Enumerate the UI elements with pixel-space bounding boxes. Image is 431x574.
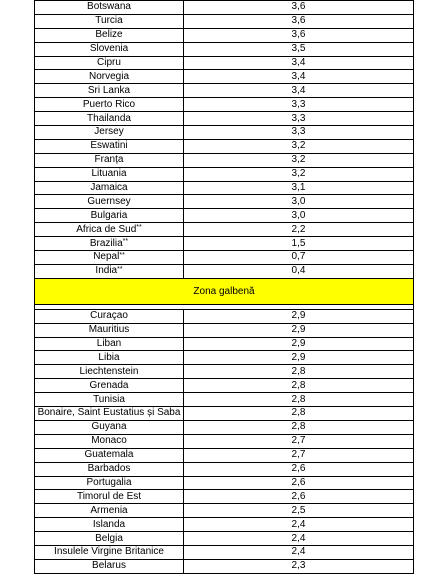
table-row bbox=[35, 420, 413, 434]
zone-banner bbox=[35, 278, 413, 305]
country-name: Libia bbox=[98, 351, 120, 363]
country-cell bbox=[35, 351, 184, 364]
country-cell bbox=[35, 518, 184, 531]
value-cell bbox=[184, 532, 413, 545]
table-row bbox=[35, 531, 413, 545]
country-name: Africa de Sud bbox=[76, 223, 137, 235]
value-cell bbox=[184, 435, 413, 448]
country-cell bbox=[35, 532, 184, 545]
value-cell bbox=[184, 310, 413, 323]
table-row bbox=[35, 0, 413, 14]
value-cell bbox=[184, 43, 413, 56]
table-row bbox=[35, 97, 413, 111]
value-cell bbox=[184, 490, 413, 503]
value-cell bbox=[184, 338, 413, 351]
country-cell bbox=[35, 168, 184, 181]
country-cell bbox=[35, 29, 184, 42]
country-name: Islanda bbox=[92, 518, 126, 530]
country-name: Guyana bbox=[91, 421, 127, 433]
country-name: Tunisia bbox=[93, 393, 125, 405]
value-text: 3,2 bbox=[291, 140, 306, 152]
country-name: Sri Lanka bbox=[87, 84, 131, 96]
value-cell bbox=[184, 15, 413, 28]
country-name: Bonaire, Saint Eustatius și Saba bbox=[37, 407, 181, 419]
table-row bbox=[35, 476, 413, 490]
value-cell bbox=[184, 365, 413, 378]
value-cell bbox=[184, 57, 413, 70]
country-cell bbox=[35, 490, 184, 503]
value-cell bbox=[184, 140, 413, 153]
value-text: 2,9 bbox=[291, 310, 306, 322]
value-cell bbox=[184, 70, 413, 83]
table-row bbox=[35, 364, 413, 378]
value-cell bbox=[184, 449, 413, 462]
country-name: Lituania bbox=[91, 168, 127, 180]
value-text: 1,5 bbox=[291, 237, 306, 249]
table-row bbox=[35, 517, 413, 531]
table-row bbox=[35, 125, 413, 139]
country-name: Puerto Rico bbox=[82, 98, 136, 110]
value-cell bbox=[184, 126, 413, 139]
value-cell bbox=[184, 29, 413, 42]
footnote-marker: ** bbox=[136, 224, 142, 232]
table-row bbox=[35, 309, 413, 323]
table-row bbox=[35, 56, 413, 70]
country-cell bbox=[35, 15, 184, 28]
country-name: Guatemala bbox=[84, 449, 134, 461]
value-text: 3,6 bbox=[291, 29, 306, 41]
table-top-section bbox=[35, 0, 413, 278]
country-name: Norvegia bbox=[88, 70, 130, 82]
country-name: Brazilia bbox=[89, 237, 123, 249]
country-cell bbox=[35, 310, 184, 323]
country-cell bbox=[35, 209, 184, 222]
table-row bbox=[35, 264, 413, 278]
value-text: 2,8 bbox=[291, 379, 306, 391]
country-cell bbox=[35, 237, 184, 250]
value-text: 2,8 bbox=[291, 421, 306, 433]
table-row bbox=[35, 406, 413, 420]
country-cell bbox=[35, 379, 184, 392]
country-cell bbox=[35, 435, 184, 448]
country-name: Belarus bbox=[92, 560, 126, 572]
value-text: 2,4 bbox=[291, 518, 306, 530]
footnote-marker: ** bbox=[122, 238, 129, 246]
value-cell bbox=[184, 463, 413, 476]
country-name: Insulele Virgine Britanice bbox=[54, 546, 164, 558]
country-name: Turcia bbox=[95, 15, 123, 27]
country-cell bbox=[35, 477, 184, 490]
country-name: Jersey bbox=[94, 126, 124, 138]
country-name: Nepal bbox=[93, 251, 120, 263]
country-name: Mauritius bbox=[88, 324, 130, 336]
country-cell bbox=[35, 265, 184, 278]
country-name: Monaco bbox=[91, 435, 127, 447]
country-cell bbox=[35, 546, 184, 559]
table-row bbox=[35, 434, 413, 448]
country-cell bbox=[35, 421, 184, 434]
value-cell bbox=[184, 351, 413, 364]
table-row bbox=[35, 462, 413, 476]
table-row bbox=[35, 545, 413, 559]
value-text: 2,8 bbox=[291, 365, 306, 377]
value-text: 2,3 bbox=[291, 560, 306, 572]
value-text: 2,4 bbox=[291, 546, 306, 558]
footnote-marker: ** bbox=[117, 265, 123, 273]
country-cell bbox=[35, 251, 184, 264]
country-name: Bulgaria bbox=[90, 209, 128, 221]
value-text: 2,6 bbox=[291, 463, 306, 475]
country-cell bbox=[35, 223, 184, 236]
country-cell bbox=[35, 365, 184, 378]
value-text: 0,4 bbox=[291, 265, 306, 277]
footnote-marker: ** bbox=[119, 251, 125, 259]
table-row bbox=[35, 83, 413, 97]
table-row bbox=[35, 139, 413, 153]
value-text: 3,3 bbox=[291, 112, 306, 124]
country-name: Curaçao bbox=[90, 310, 128, 322]
country-name: Eswatini bbox=[90, 140, 128, 152]
country-table bbox=[34, 0, 414, 574]
value-cell bbox=[184, 504, 413, 517]
country-name: Cipru bbox=[97, 57, 121, 68]
country-cell bbox=[35, 1, 184, 14]
value-text: 3,4 bbox=[291, 57, 306, 68]
table-row bbox=[35, 350, 413, 364]
table-bottom-section bbox=[35, 309, 413, 573]
value-cell bbox=[184, 379, 413, 392]
country-cell bbox=[35, 182, 184, 195]
value-text: 2,8 bbox=[291, 393, 306, 405]
country-name: Guernsey bbox=[87, 195, 131, 207]
country-name: Liban bbox=[96, 338, 122, 350]
table-row bbox=[35, 392, 413, 406]
value-cell bbox=[184, 407, 413, 420]
value-cell bbox=[184, 265, 413, 278]
country-name: India bbox=[95, 265, 118, 277]
country-cell bbox=[35, 57, 184, 70]
value-text: 2,6 bbox=[291, 476, 306, 488]
table-row bbox=[35, 489, 413, 503]
value-cell bbox=[184, 477, 413, 490]
value-cell bbox=[184, 195, 413, 208]
value-cell bbox=[184, 324, 413, 337]
value-text: 2,9 bbox=[291, 324, 306, 336]
zone-banner-label: Zona galbenă bbox=[193, 285, 255, 297]
value-text: 3,4 bbox=[291, 70, 306, 82]
value-cell bbox=[184, 209, 413, 222]
value-cell bbox=[184, 560, 413, 573]
country-name: Botswana bbox=[87, 1, 131, 13]
table-row bbox=[35, 448, 413, 462]
country-cell bbox=[35, 98, 184, 111]
country-cell bbox=[35, 154, 184, 167]
value-cell bbox=[184, 393, 413, 406]
table-row bbox=[35, 236, 413, 250]
country-name: Thailanda bbox=[87, 112, 131, 124]
table-row bbox=[35, 323, 413, 337]
value-cell bbox=[184, 182, 413, 195]
country-name: Franța bbox=[94, 154, 124, 166]
country-cell bbox=[35, 140, 184, 153]
value-cell bbox=[184, 84, 413, 97]
country-cell bbox=[35, 70, 184, 83]
table-row bbox=[35, 14, 413, 28]
value-cell bbox=[184, 1, 413, 14]
value-text: 2,2 bbox=[291, 223, 306, 235]
country-cell bbox=[35, 407, 184, 420]
value-text: 3,4 bbox=[291, 84, 306, 96]
country-name: Portugalia bbox=[86, 476, 132, 488]
country-name: Grenada bbox=[89, 379, 129, 391]
value-cell bbox=[184, 112, 413, 125]
value-cell bbox=[184, 546, 413, 559]
value-text: 3,2 bbox=[291, 168, 306, 180]
value-text: 3,2 bbox=[291, 154, 306, 166]
country-name: Slovenia bbox=[89, 43, 129, 55]
country-name: Belize bbox=[95, 29, 123, 41]
country-name: Liechtenstein bbox=[79, 365, 139, 377]
value-cell bbox=[184, 237, 413, 250]
value-text: 2,8 bbox=[291, 407, 306, 419]
value-text: 2,7 bbox=[291, 449, 306, 461]
country-cell bbox=[35, 84, 184, 97]
table-row bbox=[35, 503, 413, 517]
country-cell bbox=[35, 560, 184, 573]
country-cell bbox=[35, 195, 184, 208]
table-row bbox=[35, 181, 413, 195]
country-name: Barbados bbox=[87, 463, 131, 475]
country-cell bbox=[35, 112, 184, 125]
value-text: 3,5 bbox=[291, 43, 306, 55]
country-name: Jamaica bbox=[90, 182, 128, 194]
country-cell bbox=[35, 393, 184, 406]
value-text: 2,7 bbox=[291, 435, 306, 447]
value-text: 3,0 bbox=[291, 195, 306, 207]
value-text: 2,5 bbox=[291, 504, 306, 516]
table-row bbox=[35, 28, 413, 42]
value-text: 2,9 bbox=[291, 351, 306, 363]
table-row bbox=[35, 194, 413, 208]
country-name: Timorul de Est bbox=[76, 490, 142, 502]
country-name: Armenia bbox=[90, 504, 128, 516]
value-text: 3,3 bbox=[291, 98, 306, 110]
table-row bbox=[35, 208, 413, 222]
value-text: 3,6 bbox=[291, 15, 306, 27]
table-row bbox=[35, 337, 413, 351]
value-cell bbox=[184, 223, 413, 236]
country-cell bbox=[35, 463, 184, 476]
value-cell bbox=[184, 168, 413, 181]
table-row bbox=[35, 222, 413, 236]
table-row bbox=[35, 378, 413, 392]
value-cell bbox=[184, 154, 413, 167]
table-row bbox=[35, 250, 413, 264]
value-text: 2,4 bbox=[291, 532, 306, 544]
value-cell bbox=[184, 251, 413, 264]
country-cell bbox=[35, 43, 184, 56]
value-text: 3,0 bbox=[291, 209, 306, 221]
value-text: 2,6 bbox=[291, 490, 306, 502]
value-text: 2,9 bbox=[291, 338, 306, 350]
country-cell bbox=[35, 449, 184, 462]
value-cell bbox=[184, 518, 413, 531]
value-text: 3,3 bbox=[291, 126, 306, 138]
table-row bbox=[35, 111, 413, 125]
country-cell bbox=[35, 126, 184, 139]
value-text: 3,6 bbox=[291, 1, 306, 13]
country-cell bbox=[35, 338, 184, 351]
table-row bbox=[35, 69, 413, 83]
value-text: 3,1 bbox=[291, 182, 306, 194]
value-cell bbox=[184, 98, 413, 111]
table-row bbox=[35, 559, 413, 573]
country-cell bbox=[35, 504, 184, 517]
table-row bbox=[35, 42, 413, 56]
country-cell bbox=[35, 324, 184, 337]
table-row bbox=[35, 153, 413, 167]
value-cell bbox=[184, 421, 413, 434]
country-name: Belgia bbox=[95, 532, 123, 544]
value-text: 0,7 bbox=[291, 251, 306, 263]
table-row bbox=[35, 167, 413, 181]
